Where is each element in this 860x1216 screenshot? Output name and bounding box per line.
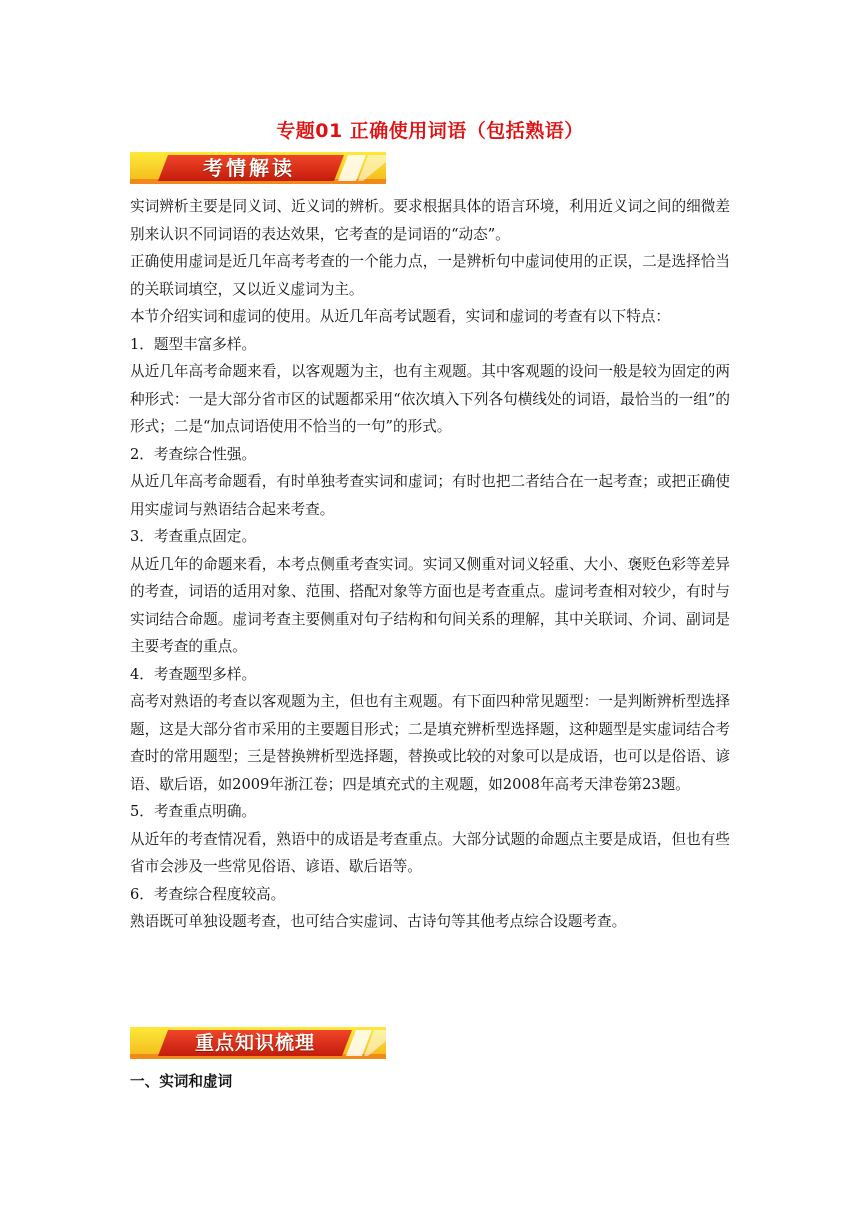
point-heading: 5．考查重点明确。 xyxy=(130,803,257,820)
section-heading: 一、实词和虚词 xyxy=(130,1073,233,1090)
paragraph: 实词辨析主要是同义词、近义词的辨析。要求根据具体的语言环境，利用近义词之间的细微差别来认识不同词语的表达效果，它考查的是词语的“动态”。 xyxy=(130,198,730,243)
document-title: 专题01 正确使用词语（包括熟语） xyxy=(276,120,584,142)
paragraph: 从近年的考查情况看，熟语中的成语是考查重点。大部分试题的命题点主要是成语，但也有些省市会涉及一些常见俗语、谚语、歇后语等。 xyxy=(130,830,730,875)
paragraph: 熟语既可单独设题考查，也可结合实虚词、古诗句等其他考点综合设题考查。 xyxy=(130,913,627,930)
banner-key-knowledge xyxy=(130,1027,386,1059)
point-heading: 1．题型丰富多样。 xyxy=(130,335,257,353)
paragraph: 正确使用虚词是近几年高考考查的一个能力点，一是辨析句中虚词使用的正误，二是选择恰当的关联词填空，又以近义虚词为主。 xyxy=(130,253,730,298)
point-heading: 3．考查重点固定。 xyxy=(130,528,257,545)
paragraph: 本节介绍实词和虚词的使用。从近几年高考试题看，实词和虚词的考查有以下特点： xyxy=(130,308,670,325)
point-heading: 2．考查综合性强。 xyxy=(130,445,257,463)
paragraph: 从近几年高考命题来看，以客观题为主，也有主观题。其中客观题的设问一般是较为固定的两种形式：一是大部分省市区的试题都采用“依次填入下列各句横线处的词语，最恰当的一组”的形式；二是“加点词语使用不恰当的一句”的形式。 xyxy=(130,363,730,435)
point-heading: 4．考查题型多样。 xyxy=(130,665,257,683)
banner-label: 重点知识梳理 xyxy=(194,1032,315,1054)
paragraph: 从近几年高考命题看，有时单独考查实词和虚词；有时也把二者结合在一起考查；或把正确使用实虚词与熟语结合起来考查。 xyxy=(130,473,730,518)
paragraph: 高考对熟语的考查以客观题为主，但也有主观题。有下面四种常见题型：一是判断辨析型选择题，这是大部分省市采用的主要题目形式；二是填充辨析型选择题，这种题型是实虚词结合考查时的常用题型；三是替换辨析型选择题，替换或比较的对象可以是成语，也可以是俗语、谚语、歇后语，如2009年浙江卷；四是填充式的主观题，如2008年高考天津卷第23题。 xyxy=(130,693,730,793)
banner-exam-analysis xyxy=(130,152,386,184)
paragraph: 从近几年的命题来看，本考点侧重考查实词。实词又侧重对词义轻重、大小、褒贬色彩等差异的考查，词语的适用对象、范围、搭配对象等方面也是考查重点。虚词考查相对较少，有时与实词结合命题。虚词考查主要侧重对句子结构和句间关系的理解，其中关联词、介词、副词是主要考查的重点。 xyxy=(130,555,730,655)
point-heading: 6．考查综合程度较高。 xyxy=(130,885,286,903)
document-body xyxy=(130,193,730,936)
banner-label: 考情解读 xyxy=(203,156,295,180)
